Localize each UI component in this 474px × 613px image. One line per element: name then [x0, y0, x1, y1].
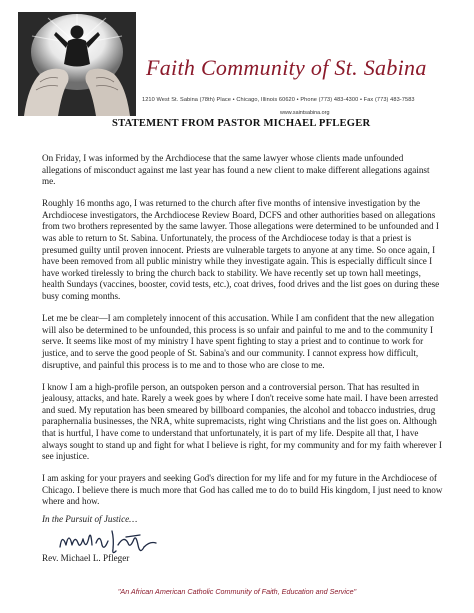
- closing-line: In the Pursuit of Justice…: [42, 514, 138, 524]
- address-line: 1210 West St. Sabina (78th) Place • Chicago, Illinois 60620 • Phone (773) 483-4300 • Fax (773) 483-7583: [142, 97, 415, 103]
- paragraph: On Friday, I was informed by the Archdiocese that the same lawyer whose clients made unfounded allegations of misconduct against me last year has found a new client to make different allegations against me.: [42, 153, 430, 187]
- footer-tagline: "An African American Catholic Community of Faith, Education and Service": [117, 587, 357, 596]
- statement-body: [42, 153, 444, 519]
- paragraph: Roughly 16 months ago, I was returned to the church after five months of intensive investigation by the Archdiocese investigators, the Archdiocese Review Board, DCFS and other authorities based on allegations from two brothers represented by the same lawyer. Those allegations were determined to be unfounded and I was able to return to St. Sabina. Unfortunately, the process of the Archdiocese today is that a priest is presumed guilty until proven innocent. Priests are vulnerable targets to anyone at any time. So once again, I have been removed from all public ministry while they investigate again. This is especially difficult since I have worked tirelessly to bring the church back to stability. We have recently set up town hall meetings, health Sundays (vaccines, booster, covid tests, etc.), coat drives, food drives and the list goes on during these busy coming months.: [42, 198, 440, 302]
- statement-title: STATEMENT FROM PASTOR MICHAEL PFLEGER: [112, 118, 371, 129]
- paragraph: I am asking for your prayers and seeking God's direction for my life and for my future in the Archdiocese of Chicago. I believe there is much more that God has called me to do to build His kingdom, I just need to know where and how.: [42, 473, 443, 507]
- organization-name: Faith Community of St. Sabina: [146, 55, 427, 80]
- paragraph: I know I am a high-profile person, an outspoken person and a controversial person. That has resulted in jealousy, attacks, and hate. Rarely a week goes by where I don't receive some hate mail. I have been arrested and sued. My reputation has been smeared by billboard companies, the alcohol and tobacco industries, drug paraphernalia businesses, the NRA, white supremacists, right wing Christians and the list goes on. Although that is hurtful, I have come to understand that unfortunately, it is part of my life. Despite all that, I have always sought to stand up and fight for what I believe is right, for my community and for my faith wherever I see injustice.: [42, 381, 442, 462]
- signer-name: Rev. Michael L. Pfleger: [42, 553, 130, 563]
- paragraph: Let me be clear—I am completely innocent of this accusation. While I am confident that the new allegation will also be determined to be unfounded, this process is so unfair and painful to me and to the community I serve. It seems like most of my ministry I have spent fighting to stay a priest and to continue to work for justice, and to serve the good people of St. Sabina's and our community. I cannot express how difficult, disruptive, and painful this process is to me and to those who are close to me.: [42, 313, 435, 370]
- website-link[interactable]: www.saintsabina.org: [280, 110, 330, 116]
- praying-hands-with-figure-logo-icon: [18, 12, 136, 116]
